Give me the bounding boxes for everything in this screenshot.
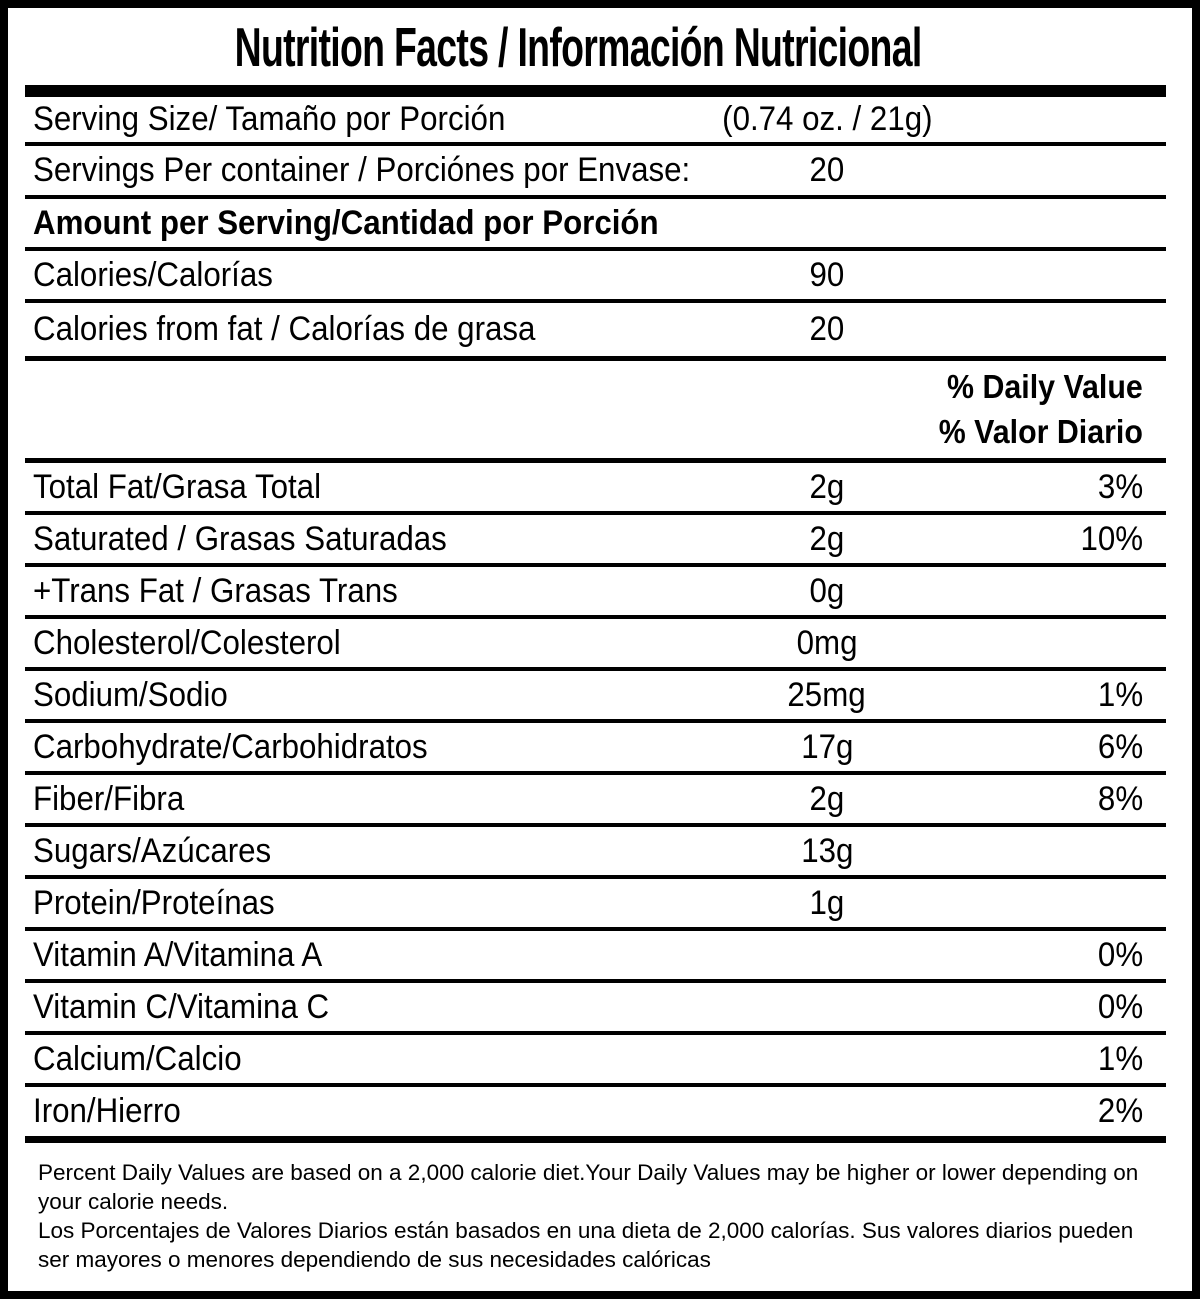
row-label-text: Calcium/Calcio: [33, 1039, 242, 1078]
row-value-text: 0mg: [796, 623, 858, 662]
row-label: [25, 676, 707, 715]
row-value: [707, 676, 947, 715]
row-cholesterol: [25, 619, 1166, 671]
row-percent-text: 10%: [1080, 519, 1143, 558]
footnote-spanish: Los Porcentajes de Valores Diarios están basados en una dieta de 2,000 calorías. Sus valores diarios pueden ser mayores o menores dependiendo de sus necesidades calóricas: [38, 1218, 1134, 1272]
row-value: [707, 151, 947, 190]
row-trans-fat: [25, 567, 1166, 619]
daily-value-header-text: % Valor Diario: [938, 413, 1143, 450]
row-label: [25, 936, 707, 975]
title-separator-bar: [25, 85, 1166, 97]
row-label: [25, 988, 707, 1027]
row-value-text: (0.74 oz. / 21g): [721, 100, 933, 138]
row-value-text: 2g: [809, 519, 845, 558]
row-value-text: 1g: [809, 883, 845, 922]
row-value-text: 20: [809, 310, 845, 348]
row-servings-per-container: [25, 146, 1166, 199]
row-label: [25, 780, 707, 819]
row-percent: [947, 1092, 1166, 1131]
row-percent: [947, 780, 1166, 819]
row-label-text: Sodium/Sodio: [33, 675, 228, 714]
row-label-text: Amount per Serving/Cantidad por Porción: [33, 203, 659, 242]
row-value: [707, 832, 947, 871]
row-value-text: 20: [809, 151, 845, 189]
footnote-section: [8, 1143, 1192, 1274]
row-daily-value-header: [25, 361, 1166, 463]
row-sugars: [25, 827, 1166, 879]
row-label-text: Calories/Calorías: [33, 255, 273, 294]
row-protein: [25, 879, 1166, 931]
row-fiber: [25, 775, 1166, 827]
footnote-english: Percent Daily Values are based on a 2,000 calorie diet.Your Daily Values may be higher or lower depending on your calorie needs.: [38, 1160, 1139, 1214]
row-calories-from-fat: [25, 303, 1166, 361]
row-value-text: 90: [809, 255, 845, 294]
row-label-text: Carbohydrate/Carbohidratos: [33, 727, 428, 766]
row-label: [25, 310, 707, 349]
row-calories: [25, 251, 1166, 303]
row-label-text: Servings Per container / Porciónes por Envase:: [33, 151, 691, 189]
row-label-text: Vitamin C/Vitamina C: [33, 987, 330, 1026]
row-label-text: Serving Size/ Tamaño por Porción: [33, 100, 506, 138]
row-value-text: 2g: [809, 779, 845, 818]
row-value: [707, 728, 947, 767]
row-value: [707, 100, 947, 139]
row-percent: [947, 988, 1166, 1027]
daily-value-header-line2: [25, 413, 1166, 451]
row-label-text: +Trans Fat / Grasas Trans: [33, 571, 398, 610]
row-label: [25, 1040, 707, 1079]
label-title-text: Nutrition Facts / Información Nutricional: [234, 15, 922, 78]
row-value: [707, 468, 947, 507]
row-percent-text: 0%: [1097, 935, 1143, 974]
row-percent: [947, 520, 1166, 559]
row-total-fat: [25, 463, 1166, 515]
row-label-text: Sugars/Azúcares: [33, 831, 272, 870]
row-label: [25, 884, 707, 923]
row-label: [25, 624, 707, 663]
row-percent: [947, 728, 1166, 767]
row-label: [25, 728, 707, 767]
row-value-text: 25mg: [787, 675, 867, 714]
row-value: [707, 624, 947, 663]
row-iron: [25, 1087, 1166, 1143]
row-value: [707, 572, 947, 611]
row-sodium: [25, 671, 1166, 723]
row-percent: [947, 676, 1166, 715]
row-percent-text: 8%: [1097, 779, 1143, 818]
row-percent: [947, 468, 1166, 507]
row-label: [25, 832, 707, 871]
row-label: [25, 520, 707, 559]
row-amount-per-serving: [25, 199, 1166, 251]
row-label-text: Iron/Hierro: [33, 1092, 181, 1130]
row-label: [25, 1092, 707, 1131]
row-carbohydrate: [25, 723, 1166, 775]
row-value-text: 0g: [809, 571, 845, 610]
daily-value-header-line1: [25, 368, 1166, 406]
row-label-text: Calories from fat / Calorías de grasa: [33, 310, 536, 348]
row-vitamin-a: [25, 931, 1166, 983]
row-label: [25, 572, 707, 611]
row-value: [707, 310, 947, 349]
row-value-text: 13g: [800, 831, 854, 870]
row-percent-text: 0%: [1097, 987, 1143, 1026]
label-title: [8, 8, 1192, 85]
row-label-text: Saturated / Grasas Saturadas: [33, 519, 447, 558]
row-calcium: [25, 1035, 1166, 1087]
row-saturated-fat: [25, 515, 1166, 567]
row-label-text: Cholesterol/Colesterol: [33, 623, 341, 662]
row-label-text: Total Fat/Grasa Total: [33, 467, 322, 506]
row-label: [25, 204, 927, 243]
row-percent-text: 1%: [1097, 675, 1143, 714]
row-percent-text: 3%: [1097, 467, 1143, 506]
daily-value-header-text: % Daily Value: [947, 368, 1143, 405]
row-serving-size: [25, 97, 1166, 146]
row-value: [707, 780, 947, 819]
row-value: [707, 520, 947, 559]
nutrient-rows-container: [25, 97, 1166, 1143]
row-percent: [947, 936, 1166, 975]
row-label: [25, 256, 707, 295]
row-vitamin-c: [25, 983, 1166, 1035]
row-value-text: 2g: [809, 467, 845, 506]
row-percent-text: 1%: [1097, 1039, 1143, 1078]
row-value: [707, 884, 947, 923]
row-label-text: Protein/Proteínas: [33, 883, 275, 922]
row-label: [25, 151, 707, 190]
row-label-text: Vitamin A/Vitamina A: [33, 935, 323, 974]
row-percent-text: 6%: [1097, 727, 1143, 766]
row-percent-text: 2%: [1097, 1092, 1143, 1130]
row-label: [25, 468, 707, 507]
row-label-text: Fiber/Fibra: [33, 779, 185, 818]
row-label: [25, 100, 707, 139]
row-value: [707, 256, 947, 295]
row-percent: [947, 1040, 1166, 1079]
row-value-text: 17g: [800, 727, 854, 766]
